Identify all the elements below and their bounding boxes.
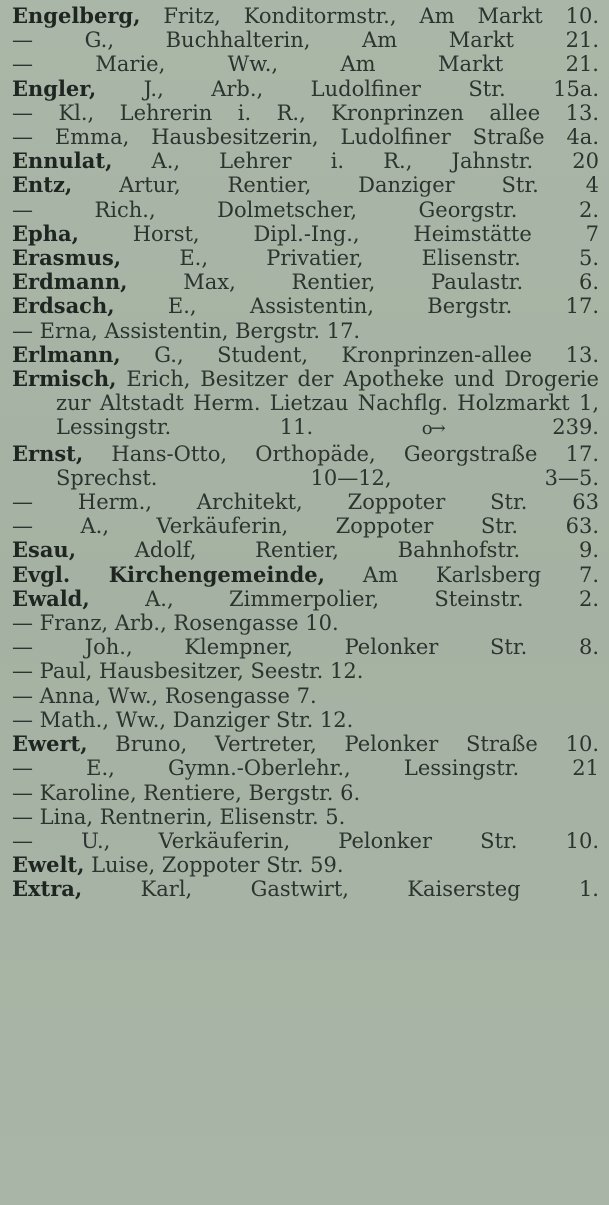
telephone-icon: o→: [421, 418, 444, 440]
entry-name: Erdsach,: [12, 293, 115, 319]
entry-text: A., Lehrer i. R., Jahnstr. 20: [112, 149, 599, 174]
entry-ewald-anna: [12, 684, 599, 708]
entry-text: — Kl., Lehrerin i. R., Kronprinzen allee 13.: [12, 100, 599, 125]
entry-text: — E., Gymn.-Oberlehr., Lessingstr. 21: [12, 756, 599, 781]
entry-text: — Herm., Architekt, Zoppoter Str. 63: [12, 490, 599, 515]
entry-name: Ennulat,: [12, 148, 113, 174]
entry-ewert-karoline: [12, 781, 599, 805]
entry-ewald-franz: [12, 611, 599, 635]
entry-text: Hans-Otto, Orthopäde, Georgstraße 17. Sprechst. 10—12, 3—5.: [56, 441, 599, 490]
entry-text: Horst, Dipl.-Ing., Heimstätte 7: [78, 221, 599, 246]
entry-ernst-herm: [12, 490, 599, 514]
entry-name: Entz,: [12, 172, 73, 198]
entry-text: — Rich., Dolmetscher, Georgstr. 2.: [12, 197, 599, 222]
entry-text: — Paul, Hausbesitzer, Seestr. 12.: [12, 659, 364, 684]
entry-name: Ewert,: [12, 731, 88, 757]
entry-engelberg-marie: [12, 52, 599, 76]
entry-ewert-e: [12, 756, 599, 780]
entry-name: Ewald,: [12, 585, 90, 611]
entry-name: Evgl. Kirchengemeinde,: [12, 561, 325, 587]
entry-name: Ermisch,: [12, 366, 117, 392]
entry-ewald-joh: [12, 635, 599, 659]
entry-name: Epha,: [12, 220, 79, 246]
entry-ewert-lina: [12, 805, 599, 829]
entry-ennulat: [12, 149, 599, 173]
entry-text: Max, Rentier, Paulastr. 6.: [127, 270, 599, 295]
entry-engler-kl: [12, 101, 599, 125]
entry-text: — Erna, Assistentin, Bergstr. 17.: [12, 318, 361, 343]
entry-name: Engelberg,: [12, 3, 141, 28]
entry-text: — Karoline, Rentiere, Bergstr. 6.: [12, 780, 361, 805]
entry-extra: [12, 877, 599, 901]
entry-text: — A., Verkäuferin, Zoppoter Str. 63.: [12, 514, 599, 539]
entry-evgl-kirchengemeinde: [12, 563, 599, 587]
entry-text: — Math., Ww., Danziger Str. 12.: [12, 707, 354, 732]
entry-text: Adolf, Rentier, Bahnhofstr. 9.: [76, 538, 599, 563]
entry-text: E., Privatier, Elisenstr. 5.: [121, 246, 599, 271]
entry-ewelt: [12, 853, 599, 877]
entry-erdsach-erna: [12, 319, 599, 343]
entry-text: J., Arb., Ludolfiner Str. 15a.: [96, 76, 599, 101]
entry-text: E., Assistentin, Bergstr. 17.: [114, 294, 599, 319]
entry-name: Erlmann,: [12, 341, 121, 367]
entry-text: Luise, Zoppoter Str. 59.: [84, 853, 344, 878]
entry-ewert-u: [12, 829, 599, 853]
entry-erasmus: [12, 246, 599, 270]
entry-erdmann: [12, 270, 599, 294]
entry-text: — Lina, Rentnerin, Elisenstr. 5.: [12, 804, 346, 829]
entry-entz-artur: [12, 173, 599, 197]
entry-name: Ewelt,: [12, 852, 85, 878]
entry-epha: [12, 222, 599, 246]
entry-ernst-hans-otto: [12, 442, 599, 490]
entry-text: Artur, Rentier, Danziger Str. 4: [72, 173, 599, 198]
entry-ewert-bruno: [12, 732, 599, 756]
entry-ewald-math: [12, 708, 599, 732]
entry-name: Esau,: [12, 537, 77, 563]
entry-name: Ernst,: [12, 440, 84, 466]
entry-entz-rich: [12, 198, 599, 222]
entry-text: — Anna, Ww., Rosengasse 7.: [12, 683, 317, 708]
entry-erdsach-e: [12, 294, 599, 318]
entry-text: Karl, Gastwirt, Kaisersteg 1.: [82, 877, 599, 902]
entry-engelberg-fritz: [12, 4, 599, 28]
entry-text: A., Zimmerpolier, Steinstr. 2.: [89, 586, 599, 611]
entry-erlmann: [12, 343, 599, 367]
entry-name: Erasmus,: [12, 245, 122, 271]
entry-name: Extra,: [12, 876, 83, 902]
entry-name: Erdmann,: [12, 269, 128, 295]
entry-ewald-a: [12, 587, 599, 611]
entry-name: Engler,: [12, 75, 97, 101]
entry-text: — Joh., Klempner, Pelonker Str. 8.: [12, 635, 599, 660]
entry-engler-emma: [12, 125, 599, 149]
entry-text: Fritz, Konditormstr., Am Markt 10.: [140, 4, 599, 28]
entry-engler-j: [12, 77, 599, 101]
entry-ewald-paul: [12, 659, 599, 683]
entry-text: — G., Buchhalterin, Am Markt 21.: [12, 28, 599, 53]
entry-text: G., Student, Kronprinzen-allee 13.: [120, 342, 599, 367]
entry-text: — U., Verkäuferin, Pelonker Str. 10.: [12, 828, 599, 853]
entry-text: Am Karlsberg 7.: [324, 562, 599, 587]
entry-text: — Emma, Hausbesitzerin, Ludolfiner Straße 4a.: [12, 125, 599, 150]
entry-text-tail: 239.: [443, 415, 599, 440]
entry-text: — Marie, Ww., Am Markt 21.: [12, 52, 599, 77]
entry-ermisch: [12, 367, 599, 442]
entry-text: — Franz, Arb., Rosengasse 10.: [12, 611, 339, 636]
entry-esau: [12, 538, 599, 562]
entry-engelberg-g: [12, 28, 599, 52]
entry-ernst-a: [12, 514, 599, 538]
entry-text: Bruno, Vertreter, Pelonker Straße 10.: [87, 732, 599, 757]
entry-text: Erich, Besitzer der Apotheke und Drogerie zur Altstadt Herm. Lietzau Nachflg. Holzmarkt 1, Lessingstr. 11.: [56, 367, 599, 440]
